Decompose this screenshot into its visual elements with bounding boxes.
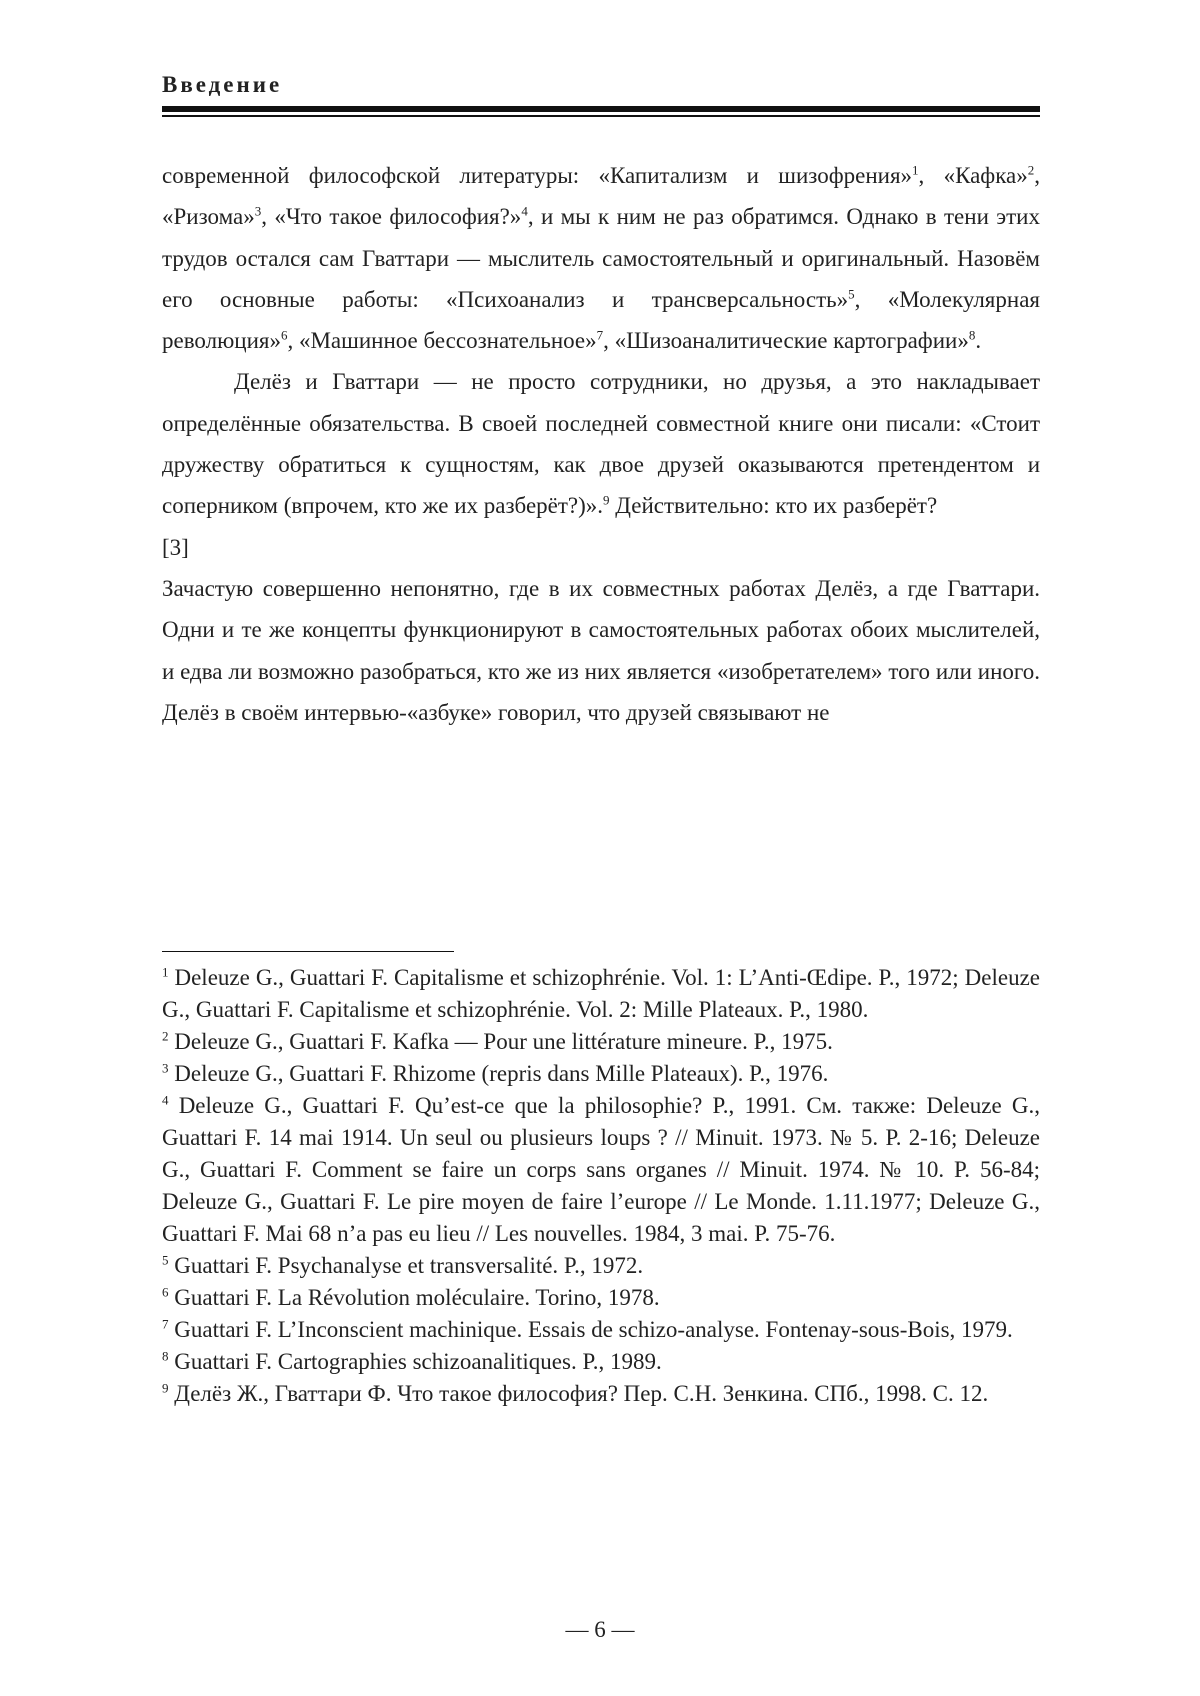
footnote-ref[interactable]: 9 — [603, 492, 610, 508]
footnote-ref[interactable]: 8 — [968, 327, 976, 343]
footnote-number: 7 — [162, 1316, 169, 1332]
footnote-number: 2 — [162, 1028, 169, 1044]
footnote-6: $^6$ Guattari F. La Révolution moléculaire. Torino, 1978. — [162, 1284, 660, 1310]
footnote-ref[interactable]: 1 — [912, 162, 919, 178]
header-rule-thick — [162, 106, 1040, 112]
footnote-ref[interactable]: 7 — [596, 327, 604, 343]
footnote-9: $^9$ Делёз Ж., Гваттари Ф. Что такое философия? Пер. С.Н. Зенкина. СПб., 1998. С. 12. — [162, 1380, 989, 1406]
footnote-number: 1 — [162, 964, 169, 980]
footnote-4: $^4$ Deleuze G., Guattari F. Qu’est-ce que la philosophie? P., 1991. См. также: Deleuze G., Guattari F. 14 mai 1914. Un seul ou plusieurs loups ? // Minuit. 1973. № 5. P. 2-16; Deleuze G., Guattari F. Comment se faire un corps sans organes // Minuit. 1974. № 10. P. 56-84; Deleuze G., Guattari F. Le pire moyen de faire l’europe // Le Monde. 1.11.1977; Deleuze G., Guattari F. Mai 68 n’a pas eu lieu // Les nouvelles. 1984, 3 mai. P. 75-76. — [162, 1092, 1040, 1246]
footnote-7: $^7$ Guattari F. L’Inconscient machinique. Essais de schizo-analyse. Fontenay-sous-Bois, 1979. — [162, 1316, 1013, 1342]
footnote-2: $^2$ Deleuze G., Guattari F. Kafka — Pour une littérature mineure. P., 1975. — [162, 1028, 833, 1054]
footnote-number: 5 — [162, 1252, 169, 1268]
footnote-ref[interactable]: 3 — [254, 203, 262, 219]
footnote-separator — [162, 951, 454, 952]
footnote-number: 3 — [162, 1060, 169, 1076]
footnotes — [162, 962, 1040, 1410]
main-text — [162, 155, 1040, 733]
footnote-1: $^1$ Deleuze G., Guattari F. Capitalisme et schizophrénie. Vol. 1: L’Anti-Œdipe. P., 1972; Deleuze G., Guattari F. Capitalisme et schizophrénie. Vol. 2: Mille Plateaux. P., 1980. — [162, 964, 1040, 1022]
footnote-number: 6 — [162, 1284, 169, 1300]
footnote-8: $^8$ Guattari F. Cartographies schizoanalitiques. P., 1989. — [162, 1348, 662, 1374]
footnote-ref[interactable]: 4 — [521, 203, 528, 219]
header-rule-thin — [162, 115, 1040, 117]
paragraph-3: Зачастую совершенно непонятно, где в их совместных работах Делёз, а где Гваттари. Одни и те же концепты функционируют в самостоятельных работах обоих мыслителей, и едва ли возможно разобраться, кто же из них является «изобретателем» того или иного. Делёз в своём интервью-«азбуке» говорил, что друзей связывают не — [162, 575, 1040, 725]
footnote-number: 9 — [162, 1380, 169, 1396]
paragraph-2: Делёз и Гваттари — не просто сотрудники, но друзья, а это накладывает определённые обязательства. В своей последней совместной книге они писали: «Стоит дружеству обратиться к сущностям, как двое друзей оказываются претендентом и соперником (впрочем, кто же их разберёт?)».$^9$ Действительно: кто их разберёт? — [162, 369, 1040, 519]
page-marker: [3] — [162, 534, 189, 560]
running-header: Введение — [162, 72, 283, 97]
footnote-ref[interactable]: 2 — [1027, 162, 1035, 178]
page-number: — 6 — — [565, 1617, 635, 1642]
footnote-ref[interactable]: 6 — [280, 327, 288, 343]
paragraph-1: современной философской литературы: «Капитализм и шизофрения»$^1$, «Кафка»$^2$, «Ризома»$^3$, «Что такое философия?»$^4$, и мы к ним не раз обратимся. Однако в тени этих трудов остался сам Гваттари — мыслитель самостоятельный и оригинальный. Назовём его основные работы: «Психоанализ и трансверсальность»$^5$, «Молекулярная революция»$^6$, «Машинное бессознательное»$^7$, «Шизоаналитические картографии»$^8$. — [162, 162, 1040, 354]
footnote-number: 4 — [162, 1092, 169, 1108]
footnote-number: 8 — [162, 1348, 169, 1364]
footnote-3: $^3$ Deleuze G., Guattari F. Rhizome (repris dans Mille Plateaux). P., 1976. — [162, 1060, 829, 1086]
footnote-5: $^5$ Guattari F. Psychanalyse et transversalité. P., 1972. — [162, 1252, 644, 1278]
footnote-ref[interactable]: 5 — [848, 286, 855, 302]
